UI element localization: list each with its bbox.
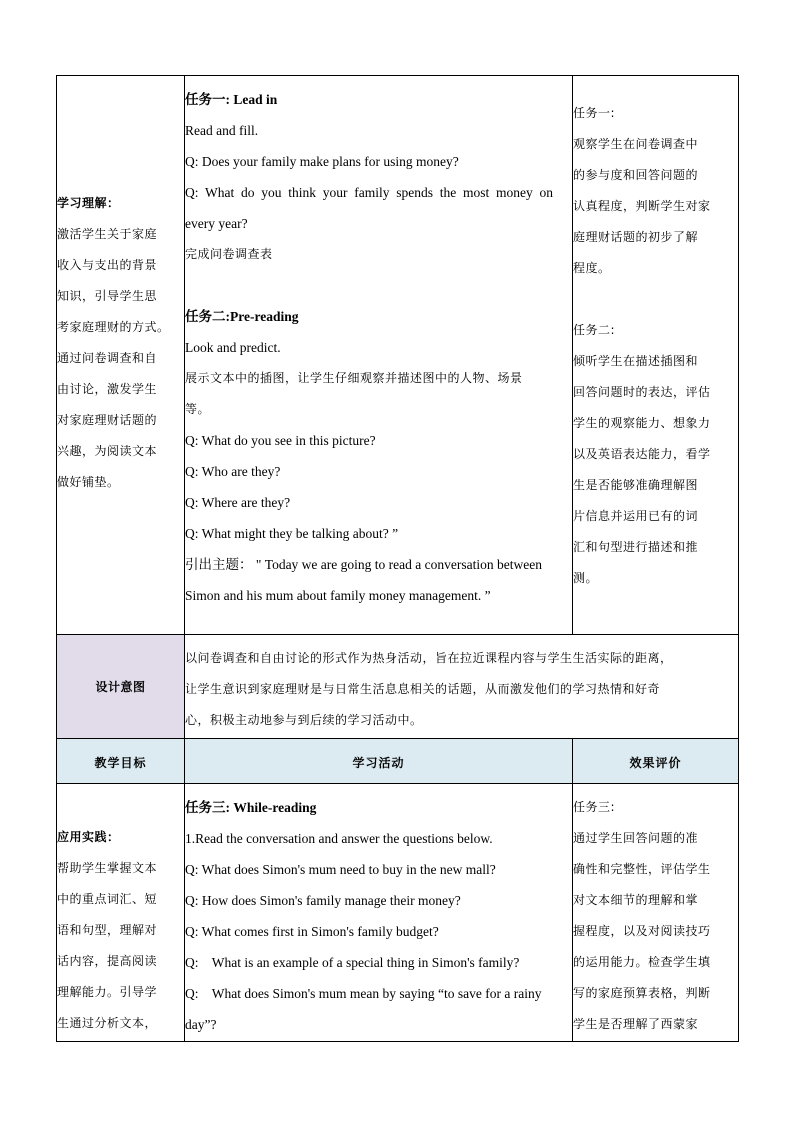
activity-line: Look and predict. xyxy=(185,340,281,355)
eval-line: 测。 xyxy=(573,571,599,585)
lesson-plan-table xyxy=(56,75,739,1042)
goal-line: 收入与支出的背景 xyxy=(57,258,158,272)
goal-line: 理解能力。引导学 xyxy=(57,985,158,999)
activity-line: Q: What comes first in Simon's family budget? xyxy=(185,924,439,939)
activity-line: 引出主题： " Today we are going to read a conversation between xyxy=(185,557,542,572)
design-intent-text-cell xyxy=(185,635,739,739)
goal-line: 激活学生关于家庭 xyxy=(57,227,158,241)
eval-line: 观察学生在问卷调查中 xyxy=(573,137,699,151)
goal-line: 通过问卷调查和自 xyxy=(57,351,158,365)
activity-line: every year? xyxy=(185,216,248,231)
eval-title: 任务一: xyxy=(573,106,616,120)
activity-line: 完成问卷调查表 xyxy=(185,247,273,261)
eval-title: 任务二: xyxy=(573,323,616,337)
task2-title: 任务二:Pre-reading xyxy=(185,309,299,324)
goal-line: 中的重点词汇、短 xyxy=(57,892,158,906)
eval-line: 汇和句型进行描述和推 xyxy=(573,540,699,554)
goal-title: 学习理解： xyxy=(57,196,120,210)
header-activities: 学习活动 xyxy=(185,739,573,784)
activity-line: Q: What might they be talking about? ” xyxy=(185,526,399,541)
activity-line: Q: Does your family make plans for using money? xyxy=(185,154,459,169)
task3-title: 任务三: While-reading xyxy=(185,800,317,815)
activity-line: 等。 xyxy=(185,402,211,416)
goal-line: 对家庭理财话题的 xyxy=(57,413,158,427)
eval-line: 的运用能力。检查学生填 xyxy=(573,955,711,969)
eval-line: 写的家庭预算表格，判断 xyxy=(573,986,711,1000)
goal-line: 帮助学生掌握文本 xyxy=(57,861,158,875)
goal-line: 语和句型，理解对 xyxy=(57,923,158,937)
section-2-row xyxy=(57,784,739,1042)
section-2-evaluation-cell xyxy=(573,784,739,1042)
design-intent-row xyxy=(57,635,739,739)
eval-line: 片信息并运用已有的词 xyxy=(573,509,699,523)
activity-line: Q: What do you think your family spends the most money on xyxy=(185,185,553,200)
activity-line: Q: Who are they? xyxy=(185,464,281,479)
section-2-activity-cell xyxy=(185,784,573,1042)
eval-line: 庭理财话题的初步了解 xyxy=(573,230,699,244)
section-1-activity-cell xyxy=(185,76,573,635)
eval-line: 确性和完整性，评估学生 xyxy=(573,862,711,876)
intent-line: 以问卷调查和自由讨论的形式作为热身活动，旨在拉近课程内容与学生生活实际的距离， xyxy=(185,651,673,665)
activity-line: day”? xyxy=(185,1017,217,1032)
eval-line: 生是否能够准确理解图 xyxy=(573,478,699,492)
activity-line: Q: What do you see in this picture? xyxy=(185,433,376,448)
goal-line: 生通过分析文本， xyxy=(57,1016,158,1030)
eval-line: 的参与度和回答问题的 xyxy=(573,168,699,182)
eval-line: 学生的观察能力、想象力 xyxy=(573,416,711,430)
section-2-goal-cell xyxy=(57,784,185,1042)
eval-line: 以及英语表达能力，看学 xyxy=(573,447,711,461)
column-header-row xyxy=(57,739,739,784)
design-intent-label-cell xyxy=(57,635,185,739)
activity-line: Q: What does Simon's mum need to buy in the new mall? xyxy=(185,862,496,877)
goal-line: 由讨论，激发学生 xyxy=(57,382,158,396)
eval-line: 程度。 xyxy=(573,261,611,275)
activity-line: 1.Read the conversation and answer the questions below. xyxy=(185,831,493,846)
activity-line: Simon and his mum about family money management. ” xyxy=(185,588,491,603)
goal-line: 做好铺垫。 xyxy=(57,475,120,489)
task1-title: 任务一: Lead in xyxy=(185,92,278,107)
goal-line: 兴趣，为阅读文本 xyxy=(57,444,158,458)
intent-line: 心，积极主动地参与到后续的学习活动中。 xyxy=(185,713,423,727)
eval-line: 倾听学生在描述插图和 xyxy=(573,354,699,368)
activity-line: Q: What is an example of a special thing in Simon's family? xyxy=(185,955,520,970)
eval-line: 通过学生回答问题的准 xyxy=(573,831,699,845)
section-1-goal-cell xyxy=(57,76,185,635)
activity-line: 展示文本中的插图，让学生仔细观察并描述图中的人物、场景 xyxy=(185,371,523,385)
activity-line: Q: Where are they? xyxy=(185,495,291,510)
eval-line: 认真程度，判断学生对家 xyxy=(573,199,711,213)
header-evaluation: 效果评价 xyxy=(573,739,739,784)
goal-title: 应用实践： xyxy=(57,830,120,844)
goal-line: 考家庭理财的方式。 xyxy=(57,320,170,334)
eval-title: 任务三: xyxy=(573,800,616,814)
activity-line: Read and fill. xyxy=(185,123,259,138)
section-1-evaluation-cell xyxy=(573,76,739,635)
goal-line: 知识，引导学生思 xyxy=(57,289,158,303)
section-1-row xyxy=(57,76,739,635)
eval-line: 握程度，以及对阅读技巧 xyxy=(573,924,711,938)
intent-line: 让学生意识到家庭理财是与日常生活息息相关的话题，从而激发他们的学习热情和好奇 xyxy=(185,682,661,696)
eval-line: 学生是否理解了西蒙家 xyxy=(573,1017,699,1031)
eval-line: 对文本细节的理解和掌 xyxy=(573,893,699,907)
header-goals: 教学目标 xyxy=(57,739,185,784)
design-intent-label: 设计意图 xyxy=(95,680,146,694)
eval-line: 回答问题时的表达，评估 xyxy=(573,385,711,399)
activity-line: Q: What does Simon's mum mean by saying “to save for a rainy xyxy=(185,986,542,1001)
activity-line: Q: How does Simon's family manage their money? xyxy=(185,893,461,908)
goal-line: 话内容，提高阅读 xyxy=(57,954,158,968)
